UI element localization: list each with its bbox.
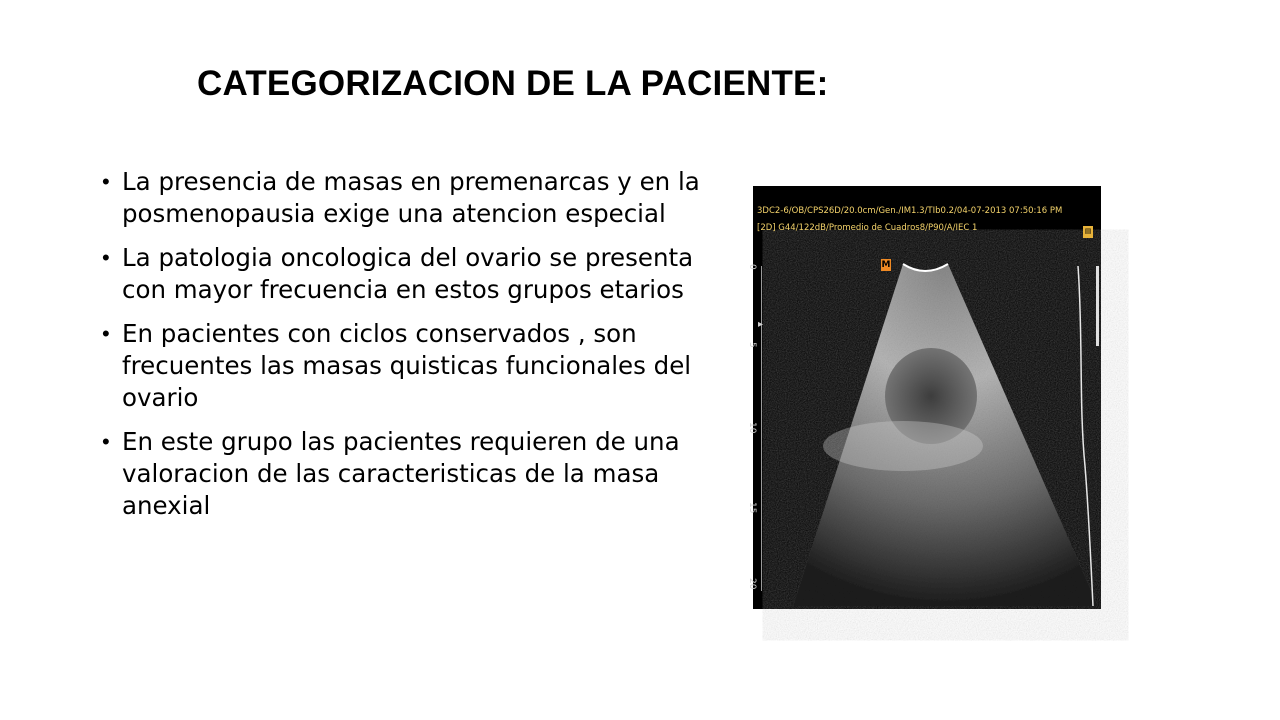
slide-title: CATEGORIZACION DE LA PACIENTE: (197, 64, 829, 103)
bullet-icon: • (102, 429, 110, 454)
bullet-item (100, 166, 710, 230)
scale-label: 0 (747, 264, 757, 270)
bullet-item (100, 426, 710, 522)
bullet-text: En pacientes con ciclos conservados , son frecuentes las masas quisticas funcionales del ovario (122, 319, 692, 412)
depth-scale (761, 266, 762, 591)
orientation-marker: M (881, 260, 891, 270)
bullet-icon: • (102, 245, 110, 270)
scale-label: 10 (747, 422, 757, 434)
settings-icon: ▤ (1083, 226, 1093, 238)
bullet-icon: • (102, 321, 110, 346)
scale-label: 20 (747, 578, 757, 590)
echo-band (823, 421, 983, 471)
scale-label: 5 (747, 342, 757, 348)
tgc-curve (1078, 266, 1093, 606)
ultrasound-header-line2: [2D] G44/122dB/Promedio de Cuadros8/P90/A/IEC 1 (757, 223, 978, 233)
bullet-text: La presencia de masas en premenarcas y en la posmenopausia exige una atencion especial (122, 167, 700, 228)
bullet-item (100, 318, 710, 414)
bullet-item (100, 242, 710, 306)
bullet-text: La patologia oncologica del ovario se presenta con mayor frecuencia en estos grupos etarios (122, 243, 694, 304)
ultrasound-header-line1: 3DC2-6/OB/CPS26D/20.0cm/Gen./IM1.3/TIb0.2/04-07-2013 07:50:16 PM (757, 206, 1063, 216)
bullet-list (100, 166, 710, 534)
focus-marker-icon: ▸ (758, 319, 764, 330)
bullet-text: En este grupo las pacientes requieren de una valoracion de las caracteristicas de la masa anexial (122, 427, 680, 520)
bullet-icon: • (102, 169, 110, 194)
gain-bar (1096, 266, 1099, 346)
scale-label: 15 (747, 502, 757, 514)
ultrasound-scan-graphic (753, 186, 1101, 609)
ultrasound-image (747, 186, 1101, 609)
